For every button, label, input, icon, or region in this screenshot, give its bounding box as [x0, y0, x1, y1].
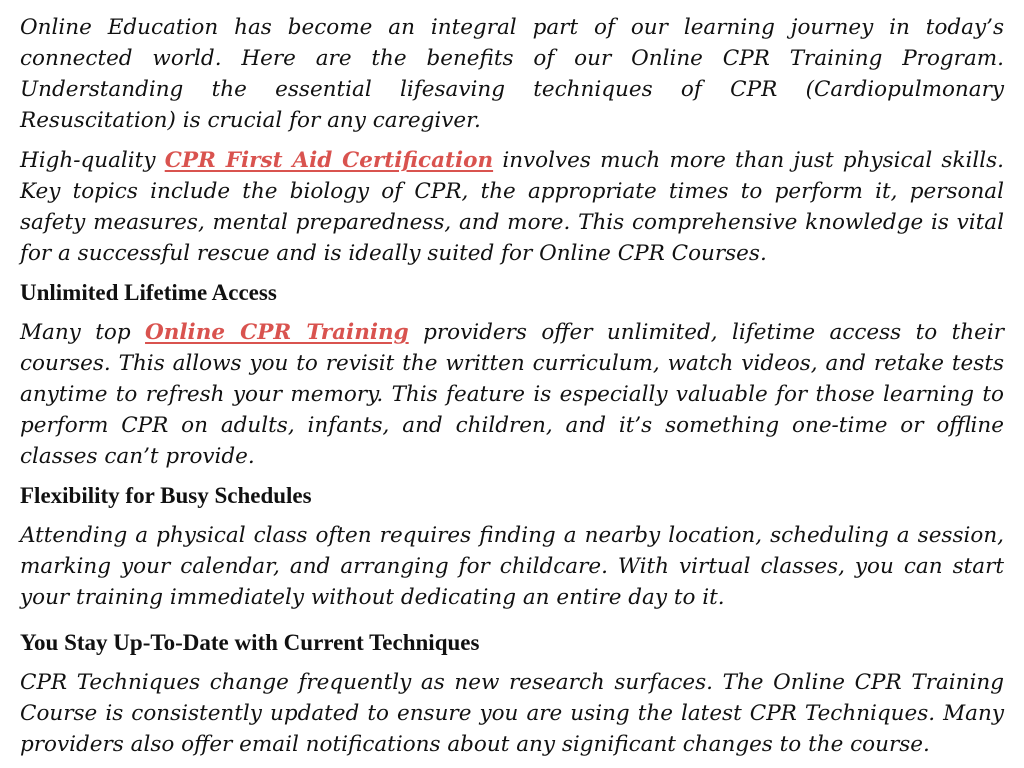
- cpr-first-aid-certification-link[interactable]: CPR First Aid Certification: [164, 148, 494, 173]
- up-to-date-paragraph: CPR Techniques change frequently as new research surfaces. The Online CPR Training Course is consistently updated to ensure you are using the latest CPR Techniques. Many providers also offer email notifications about any significant changes to the course.: [20, 670, 1004, 757]
- certification-paragraph: [20, 145, 1004, 269]
- heading-unlimited-lifetime-access: Unlimited Lifetime Access: [20, 280, 277, 305]
- flexibility-paragraph: Attending a physical class often requires finding a nearby location, scheduling a session, marking your calendar, and arranging for childcare. With virtual classes, you can start your training immediately without dedicating an entire day to it.: [20, 523, 1004, 610]
- heading-flexibility: Flexibility for Busy Schedules: [20, 483, 312, 508]
- intro-paragraph: Online Education has become an integral part of our learning journey in today’s connected world. Here are the benefits of our Online CPR Training Program. Understanding the essential lifesaving techniques of CPR (Cardiopulmonary Resuscitation) is crucial for any caregiver.: [20, 15, 1004, 133]
- lifetime-access-paragraph: [20, 317, 1004, 472]
- lifetime-access-text-before: Many top: [20, 320, 146, 345]
- online-cpr-training-link[interactable]: Online CPR Training: [145, 320, 409, 345]
- lifetime-access-text-after: providers offer unlimited, lifetime access to their courses. This allows you to revisit the written curriculum, watch videos, and retake tests anytime to refresh your memory. This feature is especially valuable for those learning to perform CPR on adults, infants, and children, and it’s something one-time or offline classes can’t provide.: [20, 320, 1005, 469]
- heading-up-to-date: You Stay Up-To-Date with Current Techniques: [20, 630, 480, 655]
- certification-text-after: involves much more than just physical skills. Key topics include the biology of CPR, the appropriate times to perform it, personal safety measures, mental preparedness, and more. This comprehensive knowledge is vital for a successful rescue and is ideally suited for Online CPR Courses.: [20, 148, 1004, 266]
- certification-text-before: High-quality: [20, 148, 165, 173]
